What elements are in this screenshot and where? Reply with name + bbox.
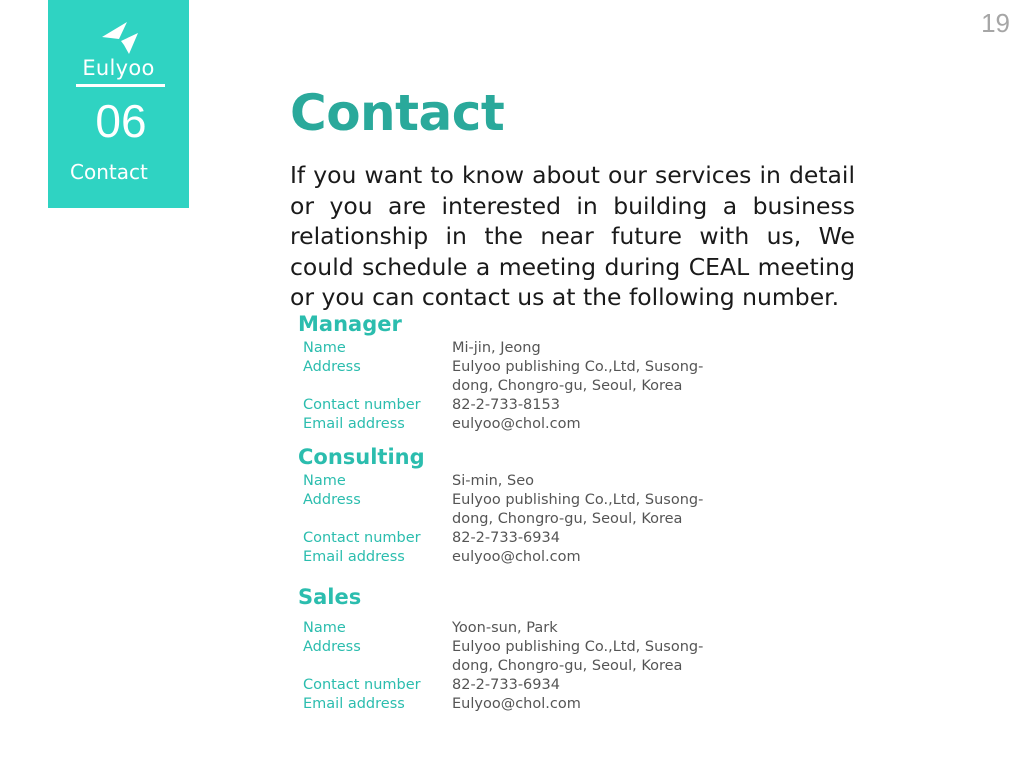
contact-row	[298, 415, 722, 434]
contact-row	[298, 472, 722, 491]
address-value: Eulyoo publishing Co.,Ltd, Susong-dong, Chongro-gu, Seoul, Korea	[452, 639, 704, 674]
field-label: Email address	[303, 549, 405, 565]
section-badge	[48, 0, 189, 208]
field-label: Contact number	[303, 397, 421, 413]
field-label: Email address	[303, 696, 405, 712]
field-label: Name	[303, 473, 346, 489]
contact-row	[298, 638, 722, 676]
contact-row	[298, 529, 722, 548]
field-label: Address	[303, 492, 361, 508]
phone-value: 82-2-733-6934	[452, 530, 560, 546]
page-title: Contact	[290, 84, 505, 142]
contact-row	[298, 339, 722, 358]
phone-value: 82-2-733-8153	[452, 397, 560, 413]
email-value: Eulyoo@chol.com	[452, 696, 581, 712]
section-label: Contact	[70, 160, 148, 184]
paper-plane-icon	[100, 20, 140, 56]
field-label: Name	[303, 620, 346, 636]
field-label: Address	[303, 639, 361, 655]
contact-row	[298, 491, 722, 529]
contact-row	[298, 695, 722, 714]
name-value: Mi-jin, Jeong	[452, 340, 541, 356]
contact-row	[298, 396, 722, 415]
contact-row	[298, 358, 722, 396]
field-label: Name	[303, 340, 346, 356]
brand-name: Eulyoo	[82, 56, 155, 80]
section-heading: Manager	[298, 312, 402, 336]
contact-section-sales	[298, 584, 722, 714]
phone-value: 82-2-733-6934	[452, 677, 560, 693]
section-heading: Sales	[298, 585, 362, 609]
field-label: Email address	[303, 416, 405, 432]
email-value: eulyoo@chol.com	[452, 549, 581, 565]
contact-row	[298, 619, 722, 638]
brand-divider	[76, 84, 165, 87]
email-value: eulyoo@chol.com	[452, 416, 581, 432]
section-number: 06	[95, 95, 147, 147]
contact-section-consulting	[298, 444, 722, 567]
name-value: Yoon-sun, Park	[452, 620, 558, 636]
intro-paragraph: If you want to know about our services in detail or you are interested in building a business relationship in the near future with us, We could schedule a meeting during CEAL meeting or you can contact us at the following number.	[290, 161, 855, 311]
name-value: Si-min, Seo	[452, 473, 535, 489]
contact-row	[298, 676, 722, 695]
page-number: 19	[981, 8, 1010, 38]
field-label: Address	[303, 359, 361, 375]
contact-row	[298, 548, 722, 567]
address-value: Eulyoo publishing Co.,Ltd, Susong-dong, Chongro-gu, Seoul, Korea	[452, 492, 704, 527]
field-label: Contact number	[303, 677, 421, 693]
section-heading: Consulting	[298, 445, 425, 469]
address-value: Eulyoo publishing Co.,Ltd, Susong-dong, Chongro-gu, Seoul, Korea	[452, 359, 704, 394]
contact-section-manager	[298, 311, 722, 434]
field-label: Contact number	[303, 530, 421, 546]
